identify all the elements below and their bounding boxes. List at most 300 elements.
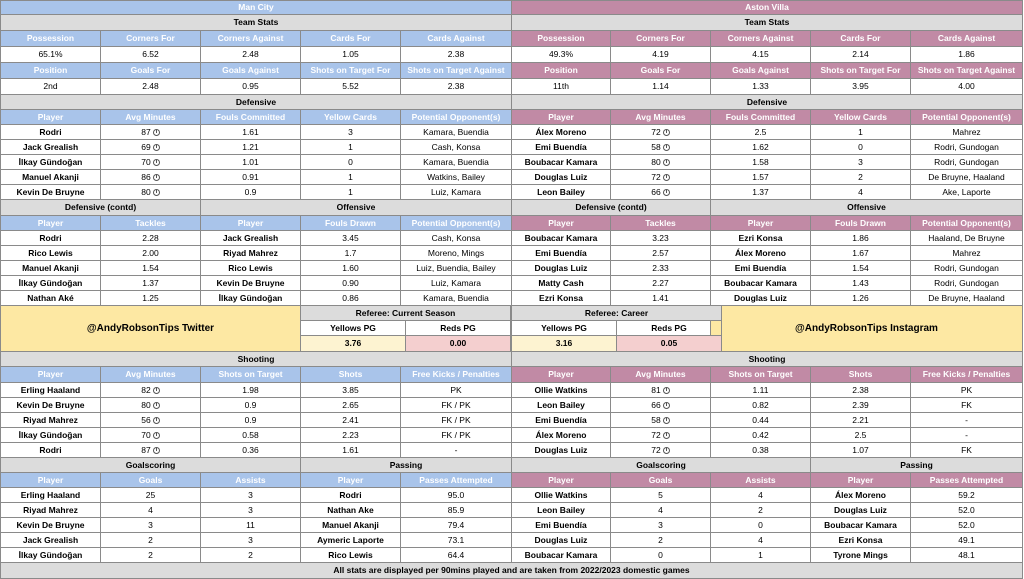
column-header <box>910 215 1023 231</box>
passing-heading <box>810 457 1023 473</box>
column-header <box>810 109 911 125</box>
column-header <box>200 109 301 125</box>
stat-value-text: 64.4 <box>447 549 465 560</box>
referee-heading <box>300 305 511 321</box>
column-header-text: Goals For <box>130 65 171 76</box>
stat-value <box>710 169 811 185</box>
stat-value <box>910 124 1023 140</box>
stopwatch-icon <box>663 387 670 394</box>
column-header <box>200 62 301 79</box>
yellows-pg-label-text: Yellows PG <box>541 322 587 333</box>
stat-value-text: 56 <box>141 414 151 425</box>
player-name <box>511 442 611 458</box>
column-header-text: Player <box>37 474 64 485</box>
stat-value-text: Haaland, De Bruyne <box>928 232 1005 243</box>
column-header <box>710 472 811 488</box>
goalscoring-heading <box>0 457 301 473</box>
defensive-contd-heading <box>511 199 711 216</box>
column-header <box>511 62 611 79</box>
player-name <box>0 169 101 185</box>
yellows-pg-label <box>511 320 617 336</box>
column-header <box>0 215 101 231</box>
stat-value-text: 0.9 <box>244 399 257 410</box>
player-name-text: Boubacar Kamara <box>724 277 797 288</box>
stat-value-text: 52.0 <box>958 519 975 530</box>
column-header-text: Possession <box>537 33 585 44</box>
stat-value-text: 1.62 <box>752 141 769 152</box>
stat-value <box>610 184 711 200</box>
stat-value-text: FK <box>961 399 972 410</box>
column-header <box>400 215 512 231</box>
stat-value <box>810 275 911 291</box>
stat-value <box>100 260 201 276</box>
stat-value <box>910 517 1023 533</box>
stat-value-text: - <box>965 429 968 440</box>
column-header-text: Potential Opponent(s) <box>922 111 1011 122</box>
column-header <box>610 30 711 47</box>
reds-pg-value <box>616 335 722 352</box>
team-stat-value-text: 49.3% <box>548 49 574 60</box>
stat-value-text: Rodri, Gundogan <box>934 141 999 152</box>
column-header <box>300 366 401 383</box>
player-name-text: Álex Moreno <box>535 126 587 137</box>
team-stat-value-text: 2.14 <box>852 49 869 60</box>
stat-value <box>910 230 1023 246</box>
stat-value <box>610 245 711 261</box>
stat-value <box>610 502 711 518</box>
player-name-text: Kevin De Bruyne <box>16 399 85 410</box>
stat-value <box>710 412 811 428</box>
stat-value <box>300 260 401 276</box>
yellows-pg-value <box>300 335 406 352</box>
stat-value-text: 1.54 <box>142 262 159 273</box>
player-name <box>200 260 301 276</box>
column-header <box>610 472 711 488</box>
column-header-text: Corners Against <box>217 33 284 44</box>
stopwatch-icon <box>663 402 670 409</box>
stat-value-text: 1.60 <box>342 262 359 273</box>
player-name <box>511 487 611 503</box>
player-name <box>0 290 101 306</box>
stat-value <box>400 260 512 276</box>
passing-heading-text: Passing <box>900 459 933 470</box>
stat-value <box>400 487 512 503</box>
stat-value <box>810 260 911 276</box>
player-name <box>511 184 611 200</box>
stat-value-text: Luiz, Kamara <box>430 186 482 197</box>
column-header-text: Position <box>544 65 578 76</box>
stat-value <box>400 412 512 428</box>
column-header-text: Shots on Target Against <box>917 65 1016 76</box>
stat-value <box>200 517 301 533</box>
defensive-heading <box>511 94 1023 110</box>
stat-value-text: 1.61 <box>342 444 359 455</box>
stat-value <box>710 547 811 563</box>
player-name-text: Douglas Luiz <box>534 444 588 455</box>
stat-value <box>810 139 911 155</box>
team-stats-heading-text: Team Stats <box>233 17 279 28</box>
stat-value-text: 3 <box>658 519 663 530</box>
stat-value-text: 52.0 <box>958 504 975 515</box>
stat-value-text: Cash, Konsa <box>431 232 481 243</box>
player-name-text: Rodri <box>39 444 62 455</box>
column-header-text: Cards For <box>840 33 881 44</box>
column-header <box>300 215 401 231</box>
column-header-text: Player <box>747 217 774 228</box>
column-header-text: Passes Attempted <box>419 474 493 485</box>
stat-value <box>710 517 811 533</box>
team-stat-value-text: 1.86 <box>958 49 975 60</box>
column-header-text: Player <box>37 217 64 228</box>
stat-value <box>200 397 301 413</box>
team-stat-value-text: 4.15 <box>752 49 769 60</box>
stat-value <box>100 184 201 200</box>
stopwatch-icon <box>153 129 160 136</box>
column-header-text: Shots on Target <box>218 369 283 380</box>
player-name-text: Ollie Watkins <box>534 384 588 395</box>
team-stat-value <box>710 78 811 95</box>
passing-heading <box>300 457 512 473</box>
team-stat-value <box>400 78 512 95</box>
stat-value-text: 80 <box>141 399 151 410</box>
team-stat-value-text: 2.38 <box>447 49 465 60</box>
column-header <box>100 215 201 231</box>
yellows-pg-label-text: Yellows PG <box>330 322 376 333</box>
player-name-text: Álex Moreno <box>734 247 786 258</box>
stat-value <box>610 230 711 246</box>
stat-value-text: 0.36 <box>242 444 259 455</box>
stat-value <box>610 397 711 413</box>
stopwatch-icon <box>153 144 160 151</box>
column-header <box>610 366 711 383</box>
player-name <box>511 290 611 306</box>
team-stat-value-text: 3.95 <box>852 81 869 92</box>
player-name <box>0 442 101 458</box>
stat-value <box>400 502 512 518</box>
shooting-heading-text: Shooting <box>237 353 275 364</box>
stat-value-text: 72 <box>651 429 661 440</box>
player-name <box>511 502 611 518</box>
passing-heading-text: Passing <box>389 459 423 470</box>
player-name-text: Rico Lewis <box>328 549 373 560</box>
column-header <box>300 109 401 125</box>
stat-value <box>400 275 512 291</box>
stat-value <box>400 290 512 306</box>
stat-value-text: 1.21 <box>242 141 259 152</box>
stat-value <box>610 290 711 306</box>
column-header-text: Corners Against <box>727 33 794 44</box>
column-header-text: Yellow Cards <box>834 111 887 122</box>
stat-value <box>810 382 911 398</box>
stat-value <box>910 547 1023 563</box>
player-name-text: Douglas Luiz <box>834 504 887 515</box>
stat-value-text: 0.9 <box>244 186 257 197</box>
stat-value-text: 0.90 <box>342 277 359 288</box>
stopwatch-icon <box>153 189 160 196</box>
goalscoring-heading <box>511 457 811 473</box>
player-name <box>200 290 301 306</box>
stat-value <box>610 139 711 155</box>
stat-value <box>100 139 201 155</box>
reds-pg-label-text: Reds PG <box>440 322 476 333</box>
player-name <box>511 245 611 261</box>
team-stat-value <box>610 46 711 63</box>
stat-value-text: 2.23 <box>342 429 359 440</box>
shooting-heading-text: Shooting <box>748 353 786 364</box>
stat-value <box>200 487 301 503</box>
stat-value-text: 3.45 <box>342 232 359 243</box>
player-name <box>511 154 611 170</box>
stat-value <box>810 184 911 200</box>
column-header-text: Shots on Target For <box>310 65 391 76</box>
stat-value <box>710 502 811 518</box>
stat-value <box>100 275 201 291</box>
stat-value <box>610 260 711 276</box>
stat-value <box>400 184 512 200</box>
stat-value-text: 0.58 <box>242 429 259 440</box>
stat-value <box>810 290 911 306</box>
player-name <box>0 139 101 155</box>
stat-value <box>910 275 1023 291</box>
stat-value <box>610 532 711 548</box>
player-name-text: Ollie Watkins <box>534 489 588 500</box>
stat-value <box>400 169 512 185</box>
stat-value <box>810 397 911 413</box>
player-name <box>300 517 401 533</box>
stat-value-text: 1.7 <box>344 247 357 258</box>
stat-value <box>610 124 711 140</box>
stat-value-text: 1.58 <box>752 156 769 167</box>
reds-pg-label <box>405 320 511 336</box>
team-stat-value <box>0 46 101 63</box>
column-header <box>810 62 911 79</box>
stat-value-text: 0 <box>858 141 863 152</box>
stat-value-text: 49.1 <box>958 534 975 545</box>
stat-value-text: PK <box>960 384 973 395</box>
team-stat-value <box>810 46 911 63</box>
stat-value-text: - <box>965 414 968 425</box>
player-name-text: Leon Bailey <box>537 504 585 515</box>
reds-pg-value <box>405 335 511 352</box>
stat-value <box>300 139 401 155</box>
player-name <box>0 502 101 518</box>
stopwatch-icon <box>153 174 160 181</box>
stat-value-text: Luiz, Kamara <box>430 277 482 288</box>
player-name-text: Boubacar Kamara <box>824 519 897 530</box>
stat-value-text: 4 <box>758 534 763 545</box>
player-name <box>810 532 911 548</box>
stat-value <box>300 442 401 458</box>
stat-value <box>400 382 512 398</box>
column-header-text: Goals <box>138 474 163 485</box>
stat-value-text: 3.85 <box>342 384 359 395</box>
stat-value <box>400 139 512 155</box>
stopwatch-icon <box>663 174 670 181</box>
column-header <box>200 30 301 47</box>
player-name <box>810 502 911 518</box>
stat-value-text: 87 <box>141 126 151 137</box>
stat-value-text: 1.25 <box>142 292 159 303</box>
player-name-text: Jack Grealish <box>222 232 279 243</box>
stat-value <box>610 427 711 443</box>
player-name <box>0 382 101 398</box>
referee-heading-text: Referee: Current Season <box>355 307 456 318</box>
player-name-text: Erling Haaland <box>20 489 81 500</box>
column-header <box>400 472 512 488</box>
stat-value <box>910 502 1023 518</box>
player-name <box>511 382 611 398</box>
player-name <box>511 260 611 276</box>
stat-value <box>810 427 911 443</box>
player-name <box>0 260 101 276</box>
stat-value-text: 2.21 <box>852 414 869 425</box>
stat-value-text: 4 <box>658 504 663 515</box>
column-header <box>910 109 1023 125</box>
reds-pg-label-text: Reds PG <box>651 322 687 333</box>
stat-value <box>100 169 201 185</box>
stat-value-text: 25 <box>145 489 156 500</box>
column-header-text: Player <box>847 474 874 485</box>
column-header <box>400 366 512 383</box>
stat-value <box>810 124 911 140</box>
stat-value <box>710 487 811 503</box>
column-header <box>610 109 711 125</box>
column-header <box>710 366 811 383</box>
player-name-text: Manuel Akanji <box>322 519 379 530</box>
player-name-text: Rico Lewis <box>28 247 73 258</box>
away-team-title-text: Aston Villa <box>745 2 789 13</box>
player-name <box>0 412 101 428</box>
team-stat-value-text: 1.14 <box>652 81 669 92</box>
defensive-contd-heading-text: Defensive (contd) <box>575 202 647 213</box>
stat-value <box>910 154 1023 170</box>
stat-value-text: 2.5 <box>754 126 767 137</box>
column-header-text: Assists <box>235 474 266 485</box>
stopwatch-icon <box>153 159 160 166</box>
stat-value-text: Watkins, Bailey <box>427 171 485 182</box>
stat-value-text: 1.37 <box>142 277 159 288</box>
column-header <box>810 366 911 383</box>
player-name-text: Tyrone Mings <box>833 549 888 560</box>
player-name-text: Douglas Luiz <box>534 534 588 545</box>
stat-value-text: Kamara, Buendia <box>423 156 489 167</box>
stat-value-text: 3 <box>858 156 863 167</box>
stat-value <box>910 139 1023 155</box>
stat-value-text: 2 <box>858 171 863 182</box>
stat-value-text: Mahrez <box>952 247 981 258</box>
stat-value <box>200 124 301 140</box>
column-header-text: Avg Minutes <box>125 369 176 380</box>
stat-value <box>100 382 201 398</box>
stat-value-text: 2.65 <box>342 399 359 410</box>
stat-value-text: 2.27 <box>652 277 669 288</box>
stat-value <box>910 260 1023 276</box>
column-header <box>511 215 611 231</box>
player-name-text: Boubacar Kamara <box>524 549 598 560</box>
shooting-heading <box>511 351 1023 367</box>
player-name-text: İlkay Gündoğan <box>18 429 83 440</box>
stat-value <box>200 502 301 518</box>
stat-value-text: 1.61 <box>242 126 259 137</box>
stat-value-text: FK / PK <box>441 429 471 440</box>
player-name-text: Manuel Akanji <box>22 171 79 182</box>
stat-value-text: Cash, Konsa <box>431 141 481 152</box>
player-name-text: Nathan Ake <box>327 504 374 515</box>
column-header-text: Potential Opponent(s) <box>411 217 501 228</box>
goalscoring-heading-text: Goalscoring <box>636 459 686 470</box>
stat-value <box>200 442 301 458</box>
column-header-text: Player <box>548 369 574 380</box>
stat-value-text: 0 <box>658 549 663 560</box>
goalscoring-heading-text: Goalscoring <box>125 459 176 470</box>
stat-value-text: 2.5 <box>854 429 867 440</box>
stat-value <box>100 290 201 306</box>
stat-value <box>810 442 911 458</box>
column-header <box>810 215 911 231</box>
offensive-heading-text: Offensive <box>336 202 376 213</box>
column-header <box>300 62 401 79</box>
stat-value <box>400 230 512 246</box>
stat-value-text: 2 <box>658 534 663 545</box>
stat-value-text: 1.11 <box>752 384 769 395</box>
column-header <box>511 366 611 383</box>
player-name-text: İlkay Gündoğan <box>18 549 83 560</box>
column-header <box>710 215 811 231</box>
stat-value-text: 66 <box>651 186 661 197</box>
stat-value-text: 0.9 <box>244 414 257 425</box>
column-header-text: Player <box>548 111 574 122</box>
stat-value-text: 1 <box>348 186 353 197</box>
column-header <box>400 30 512 47</box>
team-stat-value <box>200 46 301 63</box>
stat-value-text: FK / PK <box>441 399 471 410</box>
stat-value-text: 1.43 <box>852 277 869 288</box>
stat-value <box>100 547 201 563</box>
player-name <box>810 547 911 563</box>
stat-value-text: 80 <box>141 186 151 197</box>
column-header-text: Avg Minutes <box>635 369 686 380</box>
stat-value <box>200 427 301 443</box>
stat-value-text: 58 <box>651 141 661 152</box>
stat-value <box>100 442 201 458</box>
stat-value <box>710 139 811 155</box>
column-header-text: Goals Against <box>222 65 279 76</box>
stat-value <box>200 382 301 398</box>
stat-value-text: 1 <box>348 141 353 152</box>
stat-value-text: 95.0 <box>447 489 465 500</box>
stat-value-text: 2.00 <box>142 247 159 258</box>
stat-value-text: 72 <box>651 444 661 455</box>
stat-value-text: Mahrez <box>952 126 981 137</box>
player-name <box>0 230 101 246</box>
player-name-text: Boubacar Kamara <box>524 232 598 243</box>
stat-value <box>300 154 401 170</box>
column-header <box>100 366 201 383</box>
stat-value <box>300 230 401 246</box>
player-name-text: Erling Haaland <box>20 384 81 395</box>
team-stat-value <box>200 78 301 95</box>
stat-value-text: De Bruyne, Haaland <box>928 171 1005 182</box>
column-header-text: Yellow Cards <box>324 111 377 122</box>
column-header-text: Free Kicks / Penalties <box>412 369 500 380</box>
stat-value <box>910 169 1023 185</box>
stat-value-text: 3 <box>248 504 253 515</box>
stat-value <box>810 154 911 170</box>
stat-value-text: 2 <box>758 504 763 515</box>
stat-value-text: 1.57 <box>752 171 769 182</box>
home-team-title-text: Man City <box>238 2 274 13</box>
twitter-handle <box>0 305 301 352</box>
